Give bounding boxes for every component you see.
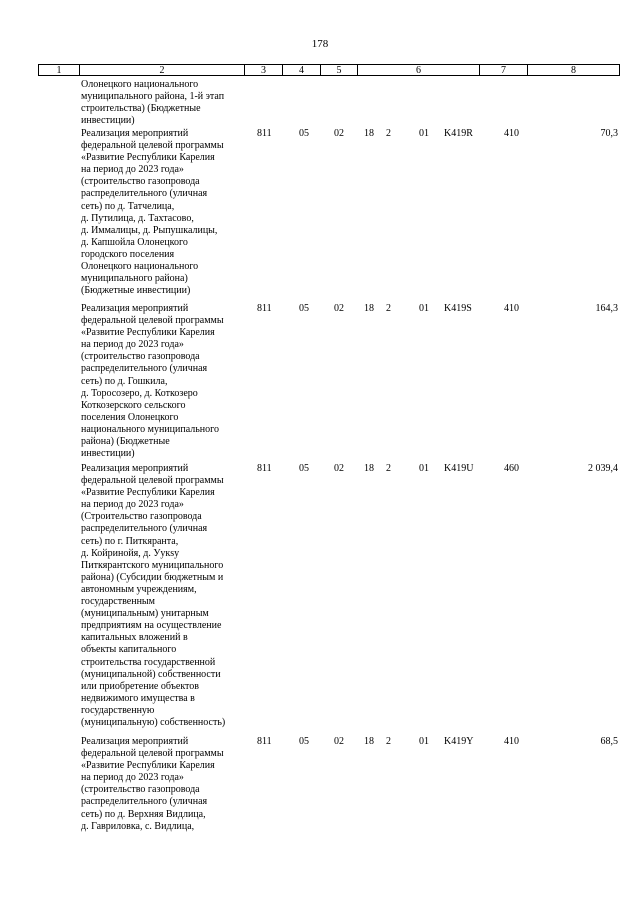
subsection-code: 02 [334,303,344,314]
header-col-1: 1 [38,64,80,76]
direction-code: K419S [444,303,472,314]
table-header [38,64,620,76]
amount: 70,3 [600,128,618,139]
amount: 164,3 [595,303,618,314]
subsection-code: 02 [334,736,344,747]
row-description: Реализация мероприятий федеральной целевой программы «Развитие Республики Карелия на период до 2023 года» (строительство газопровода распределительного (уличная сеть) по д. Верхняя Видлица, д. Гавриловка, с. Видлица, [81,736,224,832]
subprogram-code: 2 [386,463,391,474]
event-code: 01 [419,463,429,474]
subprogram-code: 2 [386,303,391,314]
ministry-code: 811 [257,736,272,747]
program-code: 18 [364,303,374,314]
program-code: 18 [364,128,374,139]
header-col-6: 6 [358,64,480,76]
section-code: 05 [299,128,309,139]
program-code: 18 [364,463,374,474]
header-col-8: 8 [528,64,620,76]
row-description: Реализация мероприятий федеральной целевой программы «Развитие Республики Карелия на период до 2023 года» (строительство газопровода распределительного (уличная сеть) по д. Гошкила, д. Торосозеро, д. Коткозеро Коткозерского сельского поселения Олонецкого национального муниципального района) (Бюджетные инвестиции) [81,303,224,460]
event-code: 01 [419,303,429,314]
expense-type-code: 460 [504,463,519,474]
direction-code: K419R [444,128,473,139]
ministry-code: 811 [257,303,272,314]
expense-type-code: 410 [504,128,519,139]
direction-code: K419Y [444,736,474,747]
subsection-code: 02 [334,128,344,139]
expense-type-code: 410 [504,303,519,314]
subsection-code: 02 [334,463,344,474]
subprogram-code: 2 [386,128,391,139]
event-code: 01 [419,736,429,747]
row-description: Реализация мероприятий федеральной целевой программы «Развитие Республики Карелия на период до 2023 года» (строительство газопровода распределительного (уличная сеть) по д. Татчелица, д. Путилица, д. Тахтасово, д. Иммалицы, д. Рыпушкалицы, д. Капшойла Олонецкого городского поселения Олонецкого национального муниципального района) (Бюджетные инвестиции) [81,128,224,297]
row-description: Реализация мероприятий федеральной целевой программы «Развитие Республики Карелия на период до 2023 года» (Строительство газопровода распределительного (уличная сеть) по г. Питкяранта, д. Койринойя, д. Уукsу Питкярантского муниципального района) (Субсидии бюджетным и автономным учреждениям, государственным (муниципальным) унитарным предприятиям на осуществление капитальных вложений в объекты капитального строительства государственной (муниципальной) собственности или приобретение объектов недвижимого имущества в государственную (муниципальную) собственность) [81,463,226,728]
header-col-3: 3 [245,64,283,76]
header-col-4: 4 [283,64,321,76]
subprogram-code: 2 [386,736,391,747]
section-code: 05 [299,736,309,747]
ministry-code: 811 [257,128,272,139]
expense-type-code: 410 [504,736,519,747]
amount: 2 039,4 [588,463,618,474]
row-description: Олонецкого национального муниципального района, 1-й этап строительства) (Бюджетные инвестиции) [81,79,225,127]
amount: 68,5 [600,736,618,747]
program-code: 18 [364,736,374,747]
section-code: 05 [299,463,309,474]
event-code: 01 [419,128,429,139]
header-col-7: 7 [480,64,528,76]
section-code: 05 [299,303,309,314]
ministry-code: 811 [257,463,272,474]
direction-code: K419U [444,463,474,474]
page-number: 178 [311,38,329,50]
header-col-5: 5 [321,64,358,76]
header-col-2: 2 [80,64,245,76]
